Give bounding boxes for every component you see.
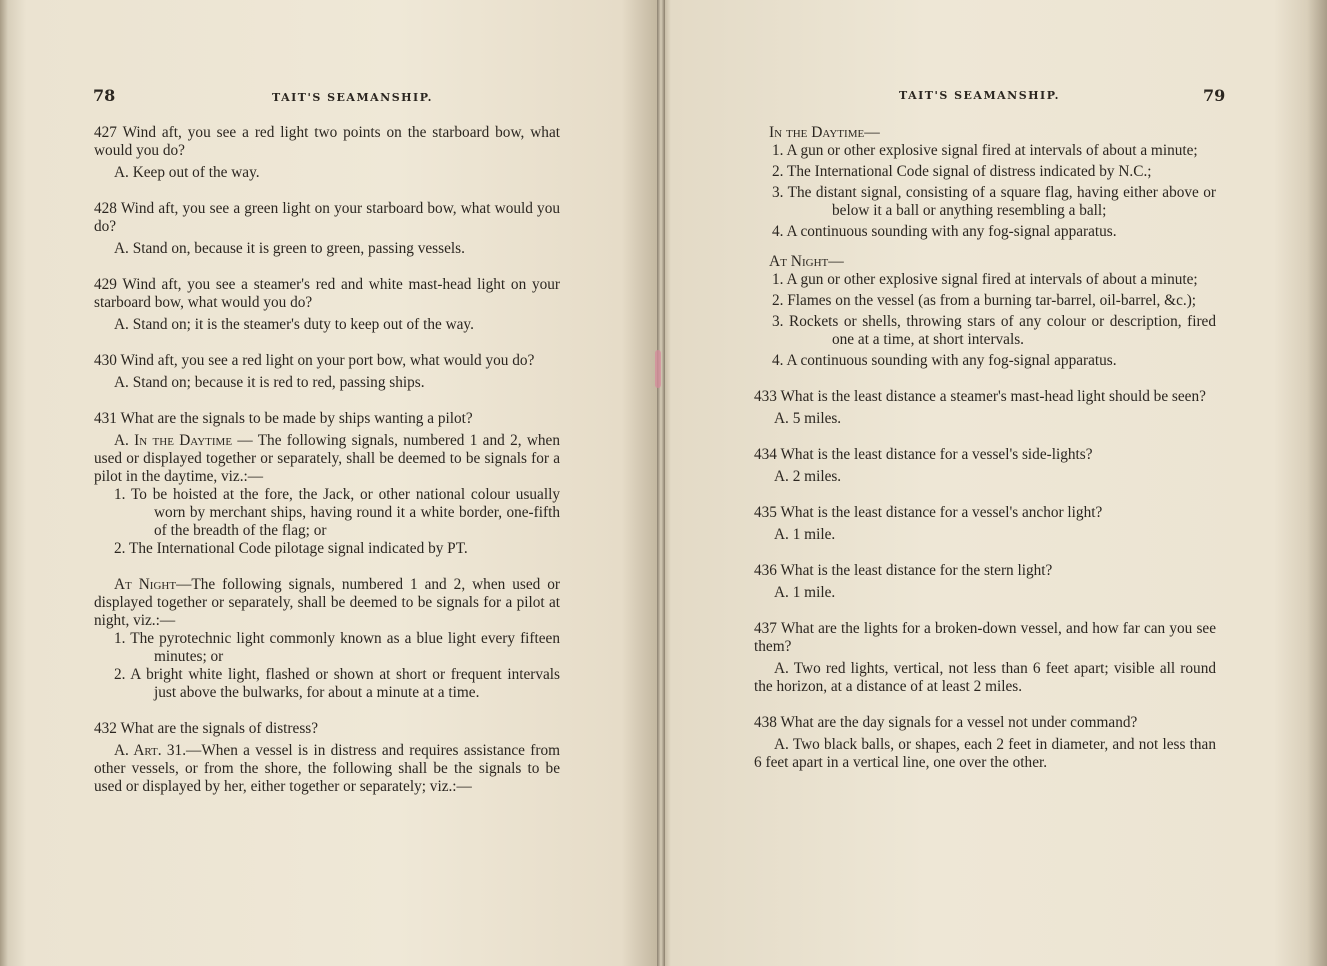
distress-night-2: 2. Flames on the vessel (as from a burning tar-barrel, oil-barrel, &c.); (772, 292, 1197, 309)
daytime-heading: In the Daytime— (769, 124, 880, 141)
art-lead: A. Art. (114, 742, 162, 759)
night-text: —The following signals, numbered 1 and 2, when used or displayed together or separately, shall be deemed to be signals for a pilot at night, viz.:— (94, 576, 560, 629)
book-gutter (657, 0, 665, 966)
question-429: 429 Wind aft, you see a steamer's red and white mast-head light on your starboard bow, what would you do? (94, 276, 560, 311)
left-page-text (94, 124, 560, 796)
distress-day-3: 3. The distant signal, consisting of a square flag, having either above or below it a ball or anything resembling a ball; (772, 184, 1216, 219)
night-signal-2: 2. A bright white light, flashed or shown at short or frequent intervals just above the bulwarks, for about a minute at a time. (114, 666, 560, 701)
right-page-text (754, 124, 1216, 772)
answer-438: A. Two black balls, or shapes, each 2 feet in diameter, and not less than 6 feet apart in a vertical line, one over the other. (754, 736, 1216, 771)
question-428: 428 Wind aft, you see a green light on your starboard bow, what would you do? (94, 200, 560, 235)
answer-430: A. Stand on; because it is red to red, passing ships. (114, 374, 425, 391)
night-signal-1: 1. The pyrotechnic light commonly known as a blue light every fifteen minutes; or (114, 630, 560, 665)
question-431: 431 What are the signals to be made by ships wanting a pilot? (94, 410, 473, 427)
distress-night-1: 1. A gun or other explosive signal fired at intervals of about a minute; (772, 271, 1198, 288)
question-438: 438 What are the day signals for a vessel not under command? (754, 714, 1138, 731)
distress-day-4: 4. A continuous sounding with any fog-signal apparatus. (772, 223, 1117, 240)
night-heading: At Night— (769, 253, 844, 270)
red-mark (655, 350, 661, 388)
question-430: 430 Wind aft, you see a red light on your port bow, what would you do? (94, 352, 535, 369)
question-436: 436 What is the least distance for the stern light? (754, 562, 1053, 579)
answer-436: A. 1 mile. (774, 584, 836, 601)
question-437: 437 What are the lights for a broken-down vessel, and how far can you see them? (754, 620, 1216, 655)
answer-435: A. 1 mile. (774, 526, 836, 543)
answer-433: A. 5 miles. (774, 410, 842, 427)
day-signal-1: 1. To be hoisted at the fore, the Jack, or other national colour usually worn by merchant ships, having round it a white border, one-fifth of the breadth of the flag; or (114, 486, 560, 539)
answer-431 (94, 432, 560, 486)
day-signal-2: 2. The International Code pilotage signal indicated by PT. (114, 540, 468, 557)
question-432: 432 What are the signals of distress? (94, 720, 319, 737)
distress-night-3: 3. Rockets or shells, throwing stars of any colour or description, fired one at a time, at short intervals. (772, 313, 1216, 348)
question-427: 427 Wind aft, you see a red light two points on the starboard bow, what would you do? (94, 124, 560, 159)
distress-day-2: 2. The International Code signal of distress indicated by N.C.; (772, 163, 1152, 180)
right-page (661, 0, 1327, 966)
running-head: TAIT'S SEAMANSHIP. (899, 89, 1060, 102)
left-page (0, 0, 661, 966)
answer-429: A. Stand on; it is the steamer's duty to keep out of the way. (114, 316, 474, 333)
page-number: 78 (93, 86, 116, 105)
question-435: 435 What is the least distance for a vessel's anchor light? (754, 504, 1103, 521)
distress-day-1: 1. A gun or other explosive signal fired at intervals of about a minute; (772, 142, 1198, 159)
daytime-text: — The following signals, numbered 1 and 2, when used or displayed together or separately, shall be deemed to be signals for a pilot in the daytime, viz.:— (94, 432, 560, 485)
night-paragraph (94, 576, 560, 630)
distress-night-4: 4. A continuous sounding with any fog-signal apparatus. (772, 352, 1117, 369)
answer-437: A. Two red lights, vertical, not less than 6 feet apart; visible all round the horizon, at a distance of at least 2 miles. (754, 660, 1216, 695)
question-434: 434 What is the least distance for a vessel's side-lights? (754, 446, 1093, 463)
answer-434: A. 2 miles. (774, 468, 842, 485)
running-head: TAIT'S SEAMANSHIP. (272, 91, 433, 104)
daytime-lead: A. In the Daytime (114, 432, 233, 449)
page-number: 79 (1203, 86, 1226, 105)
art-text: 31.—When a vessel is in distress and requires assistance from other vessels, or from the shore, the following shall be the signals to be used or displayed by her, either together or separately; viz.:— (94, 742, 560, 795)
answer-427: A. Keep out of the way. (114, 164, 260, 181)
question-433: 433 What is the least distance a steamer's mast-head light should be seen? (754, 388, 1206, 405)
answer-428: A. Stand on, because it is green to green, passing vessels. (114, 240, 465, 257)
answer-432 (94, 742, 560, 796)
night-lead: At Night (114, 576, 177, 593)
